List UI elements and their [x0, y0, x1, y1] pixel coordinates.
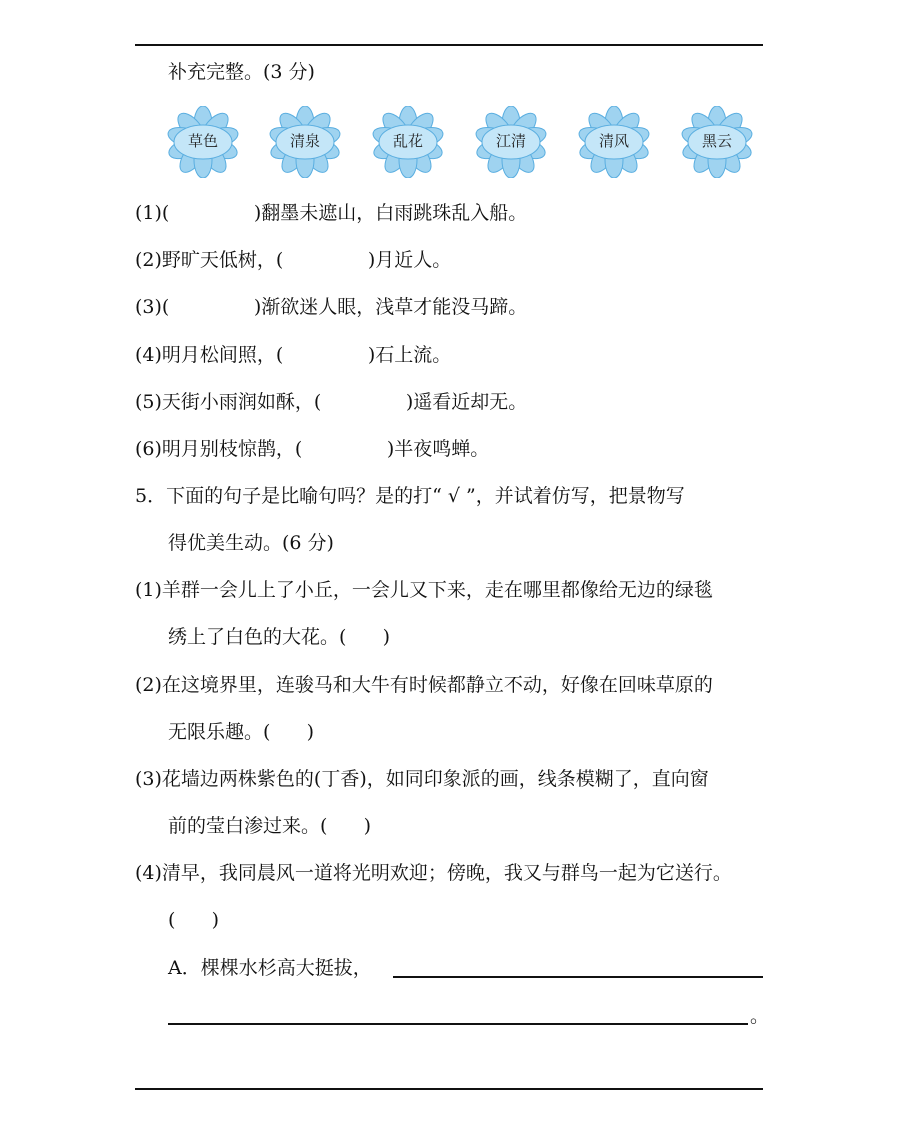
q5-item-4: (4)清早，我同晨风一道将光明欢迎；傍晚，我又与群鸟一起为它送行。 — [135, 862, 732, 884]
q4-item-4: (4)明月松间照，( )石上流。 — [135, 344, 452, 366]
q5-item-3: (3)花墙边两株紫色的(丁香)，如同印象派的画，线条模糊了，直向窗 — [135, 768, 709, 790]
flower-word-label: 黑云 — [701, 132, 732, 150]
q4-item-2: (2)野旷天低树，( )月近人。 — [135, 249, 452, 271]
q5-item-3-cont: 前的莹白渗过来。( ) — [168, 815, 372, 837]
flower-word-4 — [469, 106, 553, 178]
flower-word-1 — [161, 106, 245, 178]
flower-word-label: 江清 — [495, 132, 526, 150]
question-5-title: 5．下面的句子是比喻句吗？是的打“ √ ”，并试着仿写，把景物写 — [135, 485, 685, 507]
end-period: 。 — [750, 1005, 770, 1027]
question-4-tail: 补充完整。(3 分) — [168, 61, 315, 83]
answer-line-2[interactable] — [168, 1023, 748, 1025]
flower-word-label: 乱花 — [392, 132, 423, 150]
flower-word-label: 清风 — [598, 132, 629, 150]
q5-item-4-cont: ( ) — [168, 909, 220, 931]
answer-line-1[interactable] — [393, 976, 763, 978]
q5-item-1-cont: 绣上了白色的大花。( ) — [168, 626, 391, 648]
flower-word-label: 清泉 — [289, 132, 320, 150]
q5-item-2: (2)在这境界里，连骏马和大牛有时候都静立不动，好像在回味草原的 — [135, 674, 713, 696]
top-rule — [135, 44, 763, 46]
flower-word-5 — [572, 106, 656, 178]
question-5-title-cont: 得优美生动。(6 分) — [168, 532, 334, 554]
flower-word-6 — [675, 106, 759, 178]
bottom-rule — [135, 1088, 763, 1090]
option-a: A．棵棵水杉高大挺拔， — [168, 957, 372, 979]
q4-item-3: (3)( )渐欲迷人眼，浅草才能没马蹄。 — [135, 296, 528, 318]
flower-word-3 — [366, 106, 450, 178]
q5-item-1: (1)羊群一会儿上了小丘，一会儿又下来，走在哪里都像给无边的绿毯 — [135, 579, 713, 601]
q4-item-5: (5)天街小雨润如酥，( )遥看近却无。 — [135, 391, 528, 413]
q5-item-2-cont: 无限乐趣。( ) — [168, 721, 315, 743]
flower-word-2 — [263, 106, 347, 178]
q4-item-6: (6)明月别枝惊鹊，( )半夜鸣蝉。 — [135, 438, 490, 460]
flower-word-label: 草色 — [187, 132, 218, 150]
q4-item-1: (1)( )翻墨未遮山，白雨跳珠乱入船。 — [135, 202, 528, 224]
